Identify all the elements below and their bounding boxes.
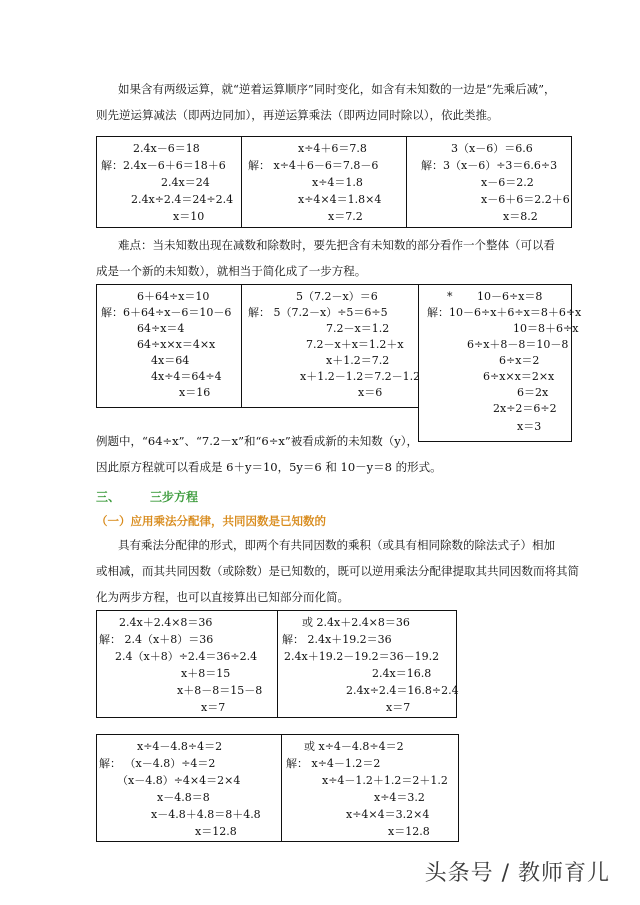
solution-line: x＝3 bbox=[517, 420, 542, 433]
equation-line: 10－6÷x＝8 bbox=[477, 290, 543, 303]
equation-line: 3（x－6）＝6.6 bbox=[451, 142, 533, 155]
solution-line: 6÷x＋8－8＝10－8 bbox=[467, 338, 569, 351]
description-line: 或相减，而其共同因数（或除数）是已知数的，既可以逆用乘法分配律提取其共同因数而将其简 bbox=[96, 564, 579, 578]
example-box-6 bbox=[418, 284, 582, 442]
intro-paragraph bbox=[96, 76, 556, 128]
solution-line: 解： 2.4x＋19.2＝36 bbox=[282, 633, 392, 646]
difficulty-line: 成是一个新的未知数），就相当于简化成了一步方程。 bbox=[96, 264, 367, 278]
difficulty-line: 难点：当未知数出现在减数和除数时，要先把含有未知数的部分看作一个整体（可以看 bbox=[118, 238, 555, 252]
solution-line: x＝7 bbox=[201, 701, 226, 714]
solution-line: x－6＋6＝2.2＋6 bbox=[481, 193, 570, 206]
solution-line: x÷4×4＝1.8×4 bbox=[298, 193, 382, 206]
solution-line: 解：3（x－6）÷3＝6.6÷3 bbox=[421, 159, 558, 172]
solution-line: 4x＝64 bbox=[151, 354, 190, 367]
solution-line: x－4.8＝8 bbox=[157, 791, 210, 804]
solution-line: x＝8.2 bbox=[503, 210, 538, 223]
solution-line: x＝10 bbox=[173, 210, 205, 223]
solution-line: x＋8－8＝15－8 bbox=[177, 684, 263, 697]
description-line: 具有乘法分配律的形式，即两个有共同因数的乘积（或具有相同除数的除法式子）相加 bbox=[118, 538, 555, 552]
solution-line: x＝6 bbox=[358, 386, 383, 399]
solution-line: 7.2－x＋x＝1.2＋x bbox=[306, 338, 404, 351]
example-box-8 bbox=[277, 610, 457, 718]
watermark: 头条号 / 教师育儿 bbox=[424, 861, 610, 886]
equation-line: 6＋64÷x＝10 bbox=[137, 290, 210, 303]
solution-line: x＋1.2－1.2＝7.2－1.2 bbox=[300, 370, 421, 383]
example-box-4 bbox=[96, 284, 242, 408]
equation-line: 2.4x－6＝18 bbox=[133, 142, 200, 155]
solution-line: x÷4－1.2＋1.2＝2＋1.2 bbox=[322, 774, 448, 787]
solution-line: 6÷x＝2 bbox=[499, 354, 540, 367]
solution-line: 2.4（x＋8）÷2.4＝36÷2.4 bbox=[115, 650, 258, 663]
solution-line: 解： 5（7.2－x）÷5＝6÷5 bbox=[248, 306, 388, 319]
solution-line: 2x÷2＝6÷2 bbox=[493, 402, 557, 415]
subsection-title: （一）应用乘法分配律，共同因数是已知数的 bbox=[96, 514, 326, 528]
intro-line: 如果含有两级运算，就“逆着运算顺序”同时变化，如含有未知数的一边是“先乘后减”， bbox=[118, 82, 556, 96]
equation-line: 2.4x＋2.4×8＝36 bbox=[119, 616, 213, 629]
solution-line: x＝12.8 bbox=[388, 825, 430, 838]
solution-line: x÷4＝1.8 bbox=[312, 176, 363, 189]
solution-line: 10＝8＋6÷x bbox=[513, 322, 579, 335]
description-line: 化为两步方程，也可以直接算出已知部分而化简。 bbox=[96, 590, 349, 604]
equation-line: 5（7.2－x）＝6 bbox=[296, 290, 378, 303]
example-box-10 bbox=[281, 734, 459, 842]
equation-line: x÷4－4.8÷4＝2 bbox=[137, 740, 223, 753]
intro-line: 则先逆运算减法（即两边同加），再逆运算乘法（即两边同时除以），依此类推。 bbox=[96, 108, 499, 122]
solution-line: 2.4x÷2.4＝16.8÷2.4 bbox=[346, 684, 459, 697]
solution-line: 64÷x×x＝4×x bbox=[137, 338, 216, 351]
solution-line: 解： x÷4－1.2＝2 bbox=[286, 757, 381, 770]
solution-line: 4x÷4＝64÷4 bbox=[151, 370, 222, 383]
example-box-5 bbox=[241, 284, 419, 408]
solution-line: 解： x÷4＋6－6＝7.8－6 bbox=[248, 159, 379, 172]
solution-line: 解：6＋64÷x－6＝10－6 bbox=[101, 306, 232, 319]
example-box-7 bbox=[96, 610, 278, 718]
example-paragraph bbox=[96, 428, 551, 480]
section-title: 三步方程 bbox=[150, 490, 199, 504]
description-paragraph bbox=[96, 532, 579, 610]
equation-line: 或 x÷4－4.8÷4＝2 bbox=[304, 740, 404, 753]
solution-line: x＝7.2 bbox=[328, 210, 363, 223]
solution-line: 解：2.4x－6＋6＝18＋6 bbox=[101, 159, 226, 172]
star-marker: * bbox=[447, 290, 453, 303]
solution-line: x＋8＝15 bbox=[181, 667, 231, 680]
example-box-2 bbox=[241, 136, 407, 228]
solution-line: x－4.8＋4.8＝8＋4.8 bbox=[151, 808, 261, 821]
solution-line: 解：10－6÷x＋6÷x＝8＋6÷x bbox=[427, 306, 582, 319]
solution-line: （x－4.8）÷4×4＝2×4 bbox=[117, 774, 241, 787]
solution-line: x＋1.2＝7.2 bbox=[326, 354, 390, 367]
solution-line: 解： 2.4（x＋8）＝36 bbox=[99, 633, 214, 646]
solution-line: 64÷x＝4 bbox=[137, 322, 185, 335]
solution-line: x＝7 bbox=[386, 701, 411, 714]
example-box-9 bbox=[96, 734, 282, 842]
example-box-3 bbox=[406, 136, 572, 228]
solution-line: 2.4x＝16.8 bbox=[372, 667, 432, 680]
solution-line: 7.2－x＝1.2 bbox=[326, 322, 390, 335]
solution-line: x＝12.8 bbox=[195, 825, 237, 838]
equation-line: 或 2.4x＋2.4×8＝36 bbox=[302, 616, 410, 629]
solution-line: x÷4＝3.2 bbox=[374, 791, 425, 804]
difficulty-paragraph bbox=[96, 232, 555, 284]
solution-line: 解： （x－4.8）÷4＝2 bbox=[99, 757, 216, 770]
equation-line: x÷4＋6＝7.8 bbox=[298, 142, 367, 155]
solution-line: x－6＝2.2 bbox=[481, 176, 534, 189]
solution-line: 2.4x＋19.2－19.2＝36－19.2 bbox=[284, 650, 440, 663]
solution-line: x＝16 bbox=[179, 386, 211, 399]
solution-line: 6÷x×x＝2×x bbox=[483, 370, 555, 383]
solution-line: x÷4×4＝3.2×4 bbox=[346, 808, 430, 821]
example-line: 例题中，“64÷x”、“7.2－x”和“6÷x”被看成新的未知数（y）， bbox=[96, 434, 418, 448]
solution-line: 2.4x÷2.4＝24÷2.4 bbox=[131, 193, 234, 206]
example-box-1 bbox=[96, 136, 242, 228]
solution-line: 2.4x＝24 bbox=[161, 176, 210, 189]
section-number: 三、 bbox=[96, 490, 121, 504]
example-line: 因此原方程就可以看成是 6＋y＝10，5y＝6 和 10－y＝8 的形式。 bbox=[96, 460, 442, 474]
solution-line: 6＝2x bbox=[517, 386, 549, 399]
